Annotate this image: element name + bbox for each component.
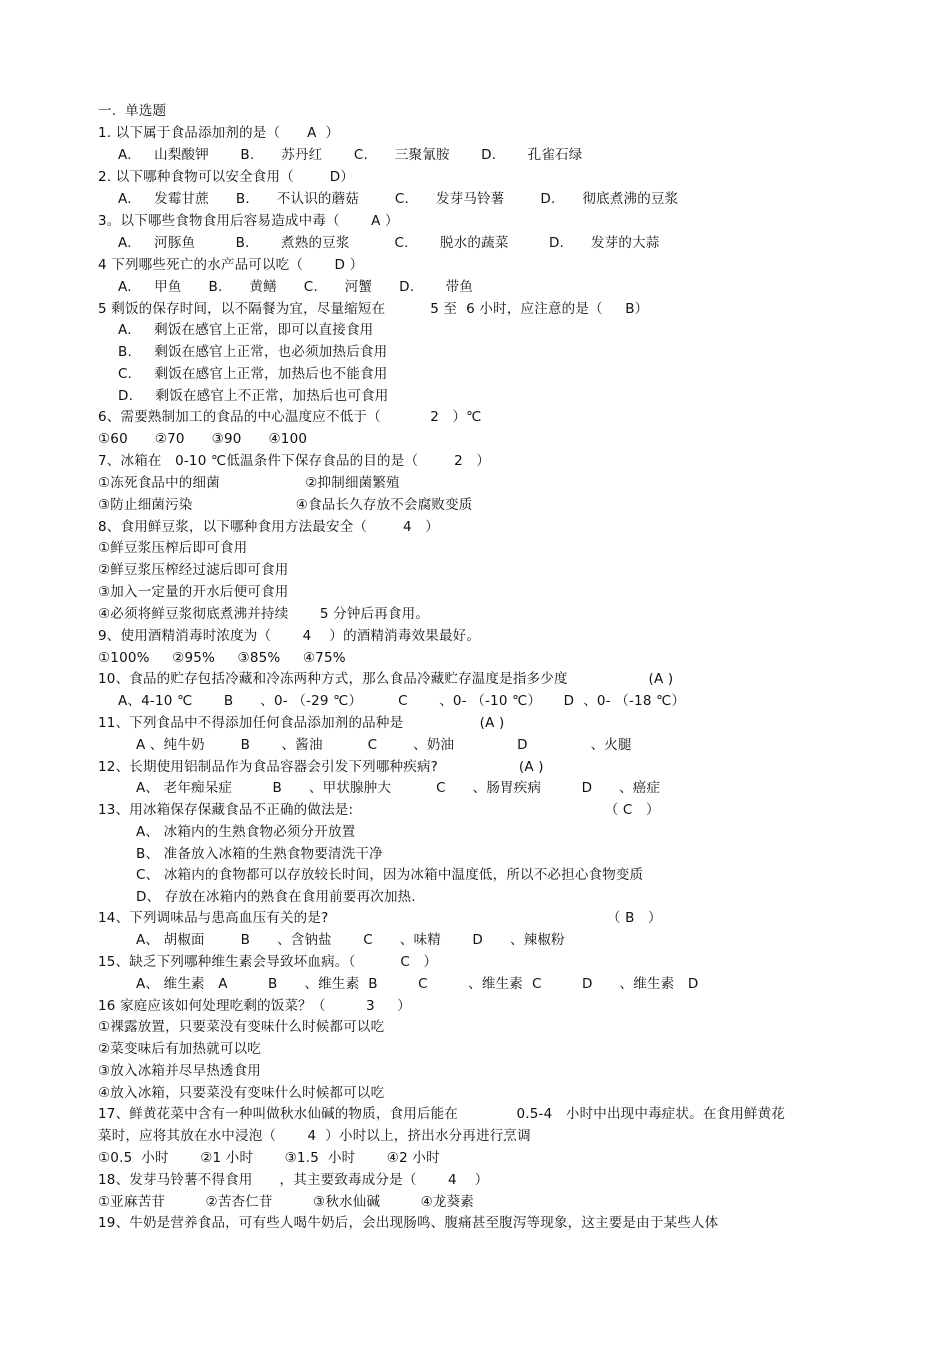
text-line: ①冻死食品中的细菌 ②抑制细菌繁殖: [98, 475, 400, 491]
text-line: ③防止细菌污染 ④食品长久存放不会腐败变质: [98, 497, 473, 513]
text-line: A、 胡椒面 B 、含钠盐 C 、味精 D 、辣椒粉: [136, 932, 565, 948]
text-line: 18、发芽马铃薯不得食用 ，其主要致毒成分是（ 4 ）: [98, 1172, 489, 1188]
text-line: C. 剩饭在感官上正常，加热后也不能食用: [118, 366, 388, 382]
text-line: ④放入冰箱，只要菜没有变味什么时候都可以吃: [98, 1085, 385, 1101]
text-line: B. 剩饭在感官上正常，也必须加热后食用: [118, 344, 388, 360]
text-line: 菜时，应将其放在水中浸泡（ 4 ）小时以上，挤出水分再进行烹调: [98, 1128, 531, 1144]
text-line: ①亚麻苦苷 ②苦杏仁苷 ③秋水仙碱 ④龙葵素: [98, 1194, 474, 1210]
section-heading: 一. 单选题: [98, 103, 167, 119]
text-line: A、 冰箱内的生熟食物必须分开放置: [136, 824, 356, 840]
text-line: 5 剩饭的保存时间，以不隔餐为宜，尽量缩短在 5 至 6 小时，应注意的是（ B）: [98, 301, 649, 317]
text-line: 6、需要熟制加工的食品的中心温度应不低于（ 2 ）℃: [98, 409, 482, 425]
text-line: 4 下列哪些死亡的水产品可以吃（ D ）: [98, 257, 364, 273]
text-line: ①鲜豆浆压榨后即可食用: [98, 540, 248, 556]
text-line: A. 河豚鱼 B. 煮熟的豆浆 C. 脱水的蔬菜 D. 发芽的大蒜: [118, 235, 660, 251]
text-line: 14、下列调味品与患高血压有关的是? （ B ）: [98, 910, 662, 926]
text-line: 16 家庭应该如何处理吃剩的饭菜？（ 3 ）: [98, 998, 411, 1014]
text-line: A. 剩饭在感官上正常，即可以直接食用: [118, 322, 374, 338]
text-line: ①裸露放置，只要菜没有变味什么时候都可以吃: [98, 1019, 385, 1035]
text-line: D、 存放在冰箱内的熟食在食用前要再次加热.: [136, 889, 416, 905]
text-line: 17、鲜黄花菜中含有一种叫做秋水仙碱的物质，食用后能在 0.5-4 小时中出现中毒症状。在食用鲜黄花: [98, 1106, 786, 1122]
text-line: 9、使用酒精消毒时浓度为（ 4 ）的酒精消毒效果最好。: [98, 628, 481, 644]
text-line: 15、缺乏下列哪种维生素会导致坏血病。（ C ）: [98, 954, 438, 970]
text-line: B、 准备放入冰箱的生熟食物要清洗干净: [136, 846, 383, 862]
text-line: D. 剩饭在感官上不正常，加热后也可食用: [118, 388, 389, 404]
text-line: A. 甲鱼 B. 黄鳝 C. 河蟹 D. 带鱼: [118, 279, 474, 295]
text-line: 1. 以下属于食品添加剂的是（ A ）: [98, 125, 340, 141]
text-line: 12、长期使用铝制品作为食品容器会引发下列哪种疾病? (A ): [98, 759, 544, 775]
text-line: A 、纯牛奶 B 、酱油 C 、奶油 D 、火腿: [136, 737, 632, 753]
text-line: 10、食品的贮存包括冷藏和冷冻两种方式，那么食品冷藏贮存温度是指多少度 (A ): [98, 671, 674, 687]
text-line: A. 山梨酸钾 B. 苏丹红 C. 三聚氰胺 D. 孔雀石绿: [118, 147, 583, 163]
text-line: 8、食用鲜豆浆，以下哪种食用方法最安全（ 4 ）: [98, 519, 439, 535]
text-line: ④必须将鲜豆浆彻底煮沸并持续 5 分钟后再食用。: [98, 606, 430, 622]
text-line: 13、用冰箱保存保藏食品不正确的做法是: （ C ）: [98, 802, 660, 818]
text-line: ②鲜豆浆压榨经过滤后即可食用: [98, 562, 289, 578]
text-line: A、 老年痴呆症 B 、甲状腺肿大 C 、肠胃疾病 D 、癌症: [136, 780, 661, 796]
text-line: 3。以下哪些食物食用后容易造成中毒（ A ）: [98, 213, 399, 229]
text-line: ①100% ②95% ③85% ④75%: [98, 650, 346, 666]
text-line: 19、牛奶是营养食品，可有些人喝牛奶后，会出现肠鸣、腹痛甚至腹泻等现象，这主要是由于某些人体: [98, 1215, 719, 1231]
text-line: C、 冰箱内的食物都可以存放较长时间，因为冰箱中温度低，所以不必担心食物变质: [136, 867, 644, 883]
text-line: ③放入冰箱并尽早热透食用: [98, 1063, 262, 1079]
text-line: A、4-10 ℃ B 、0- （-29 ℃） C 、0- （-10 ℃） D 、0- （-18 ℃）: [118, 693, 686, 709]
text-line: 11、下列食品中不得添加任何食品添加剂的品种是 (A ): [98, 715, 505, 731]
text-line: A. 发霉甘蔗 B. 不认识的蘑菇 C. 发芽马铃薯 D. 彻底煮沸的豆浆: [118, 191, 679, 207]
text-line: 2. 以下哪种食物可以安全食用（ D）: [98, 169, 355, 185]
text-line: ①60 ②70 ③90 ④100: [98, 431, 308, 447]
text-line: A、 维生素 A B 、维生素 B C 、维生素 C D 、维生素 D: [136, 976, 699, 992]
text-line: ③加入一定量的开水后便可食用: [98, 584, 289, 600]
text-line: ②菜变味后有加热就可以吃: [98, 1041, 262, 1057]
text-line: 7、冰箱在 0-10 ℃低温条件下保存食品的目的是（ 2 ）: [98, 453, 491, 469]
text-line: ①0.5 小时 ②1 小时 ③1.5 小时 ④2 小时: [98, 1150, 440, 1166]
